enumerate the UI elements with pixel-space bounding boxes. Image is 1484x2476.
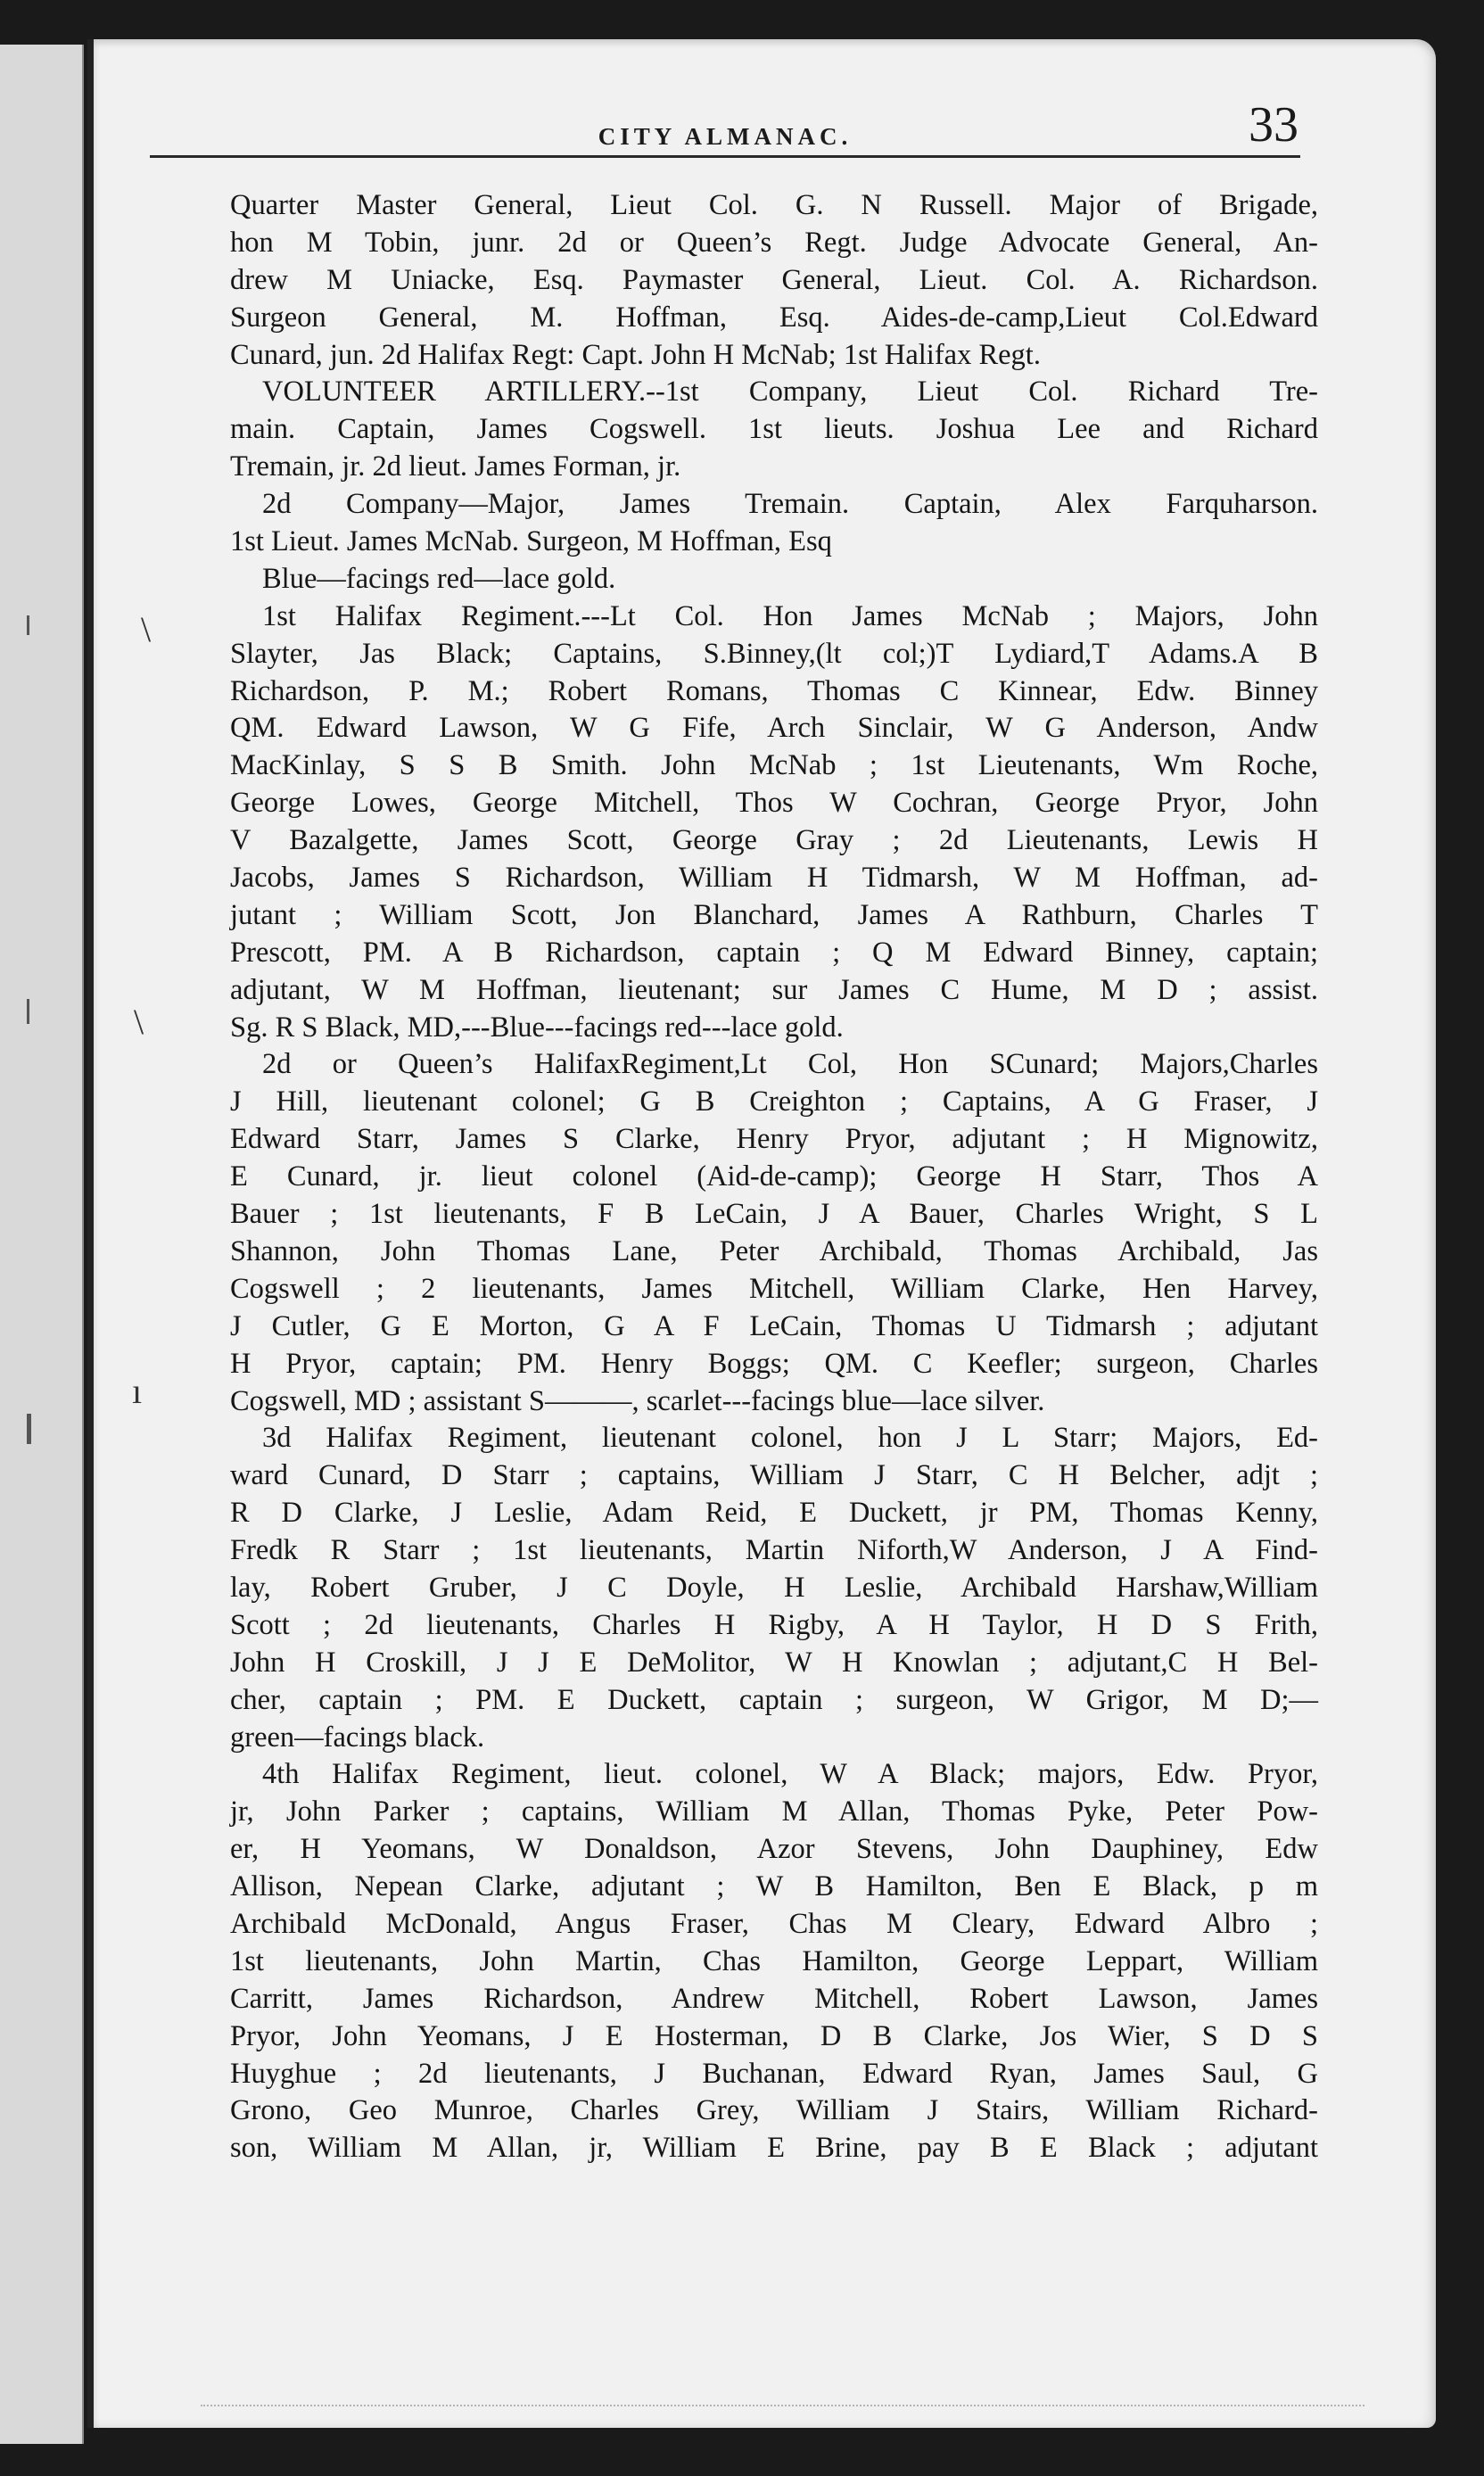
text-line: Richardson, P. M.; Robert Romans, Thomas C Kinnear, Edw. Binney <box>230 674 1318 707</box>
margin-mark: ı <box>132 1371 143 1411</box>
text-line: Grono, Geo Munroe, Charles Grey, William J Stairs, William Richard- <box>230 2094 1318 2127</box>
margin-tick <box>27 615 29 635</box>
text-line: son, William M Allan, jr, William E Brine, pay B E Black ; adjutant <box>230 2132 1318 2165</box>
text-line: 3d Halifax Regiment, lieutenant colonel, hon J L Starr; Majors, Ed- <box>262 1422 1318 1455</box>
text-line: Shannon, John Thomas Lane, Peter Archibald, Thomas Archibald, Jas <box>230 1234 1318 1267</box>
text-line: Slayter, Jas Black; Captains, S.Binney,(lt col;)T Lydiard,T Adams.A B <box>230 637 1318 670</box>
text-line: 1st Halifax Regiment.---Lt Col. Hon James McNab ; Majors, John <box>262 599 1318 632</box>
text-line: main. Captain, James Cogswell. 1st lieuts. Joshua Lee and Richard <box>230 413 1318 446</box>
running-title: CITY ALMANAC. <box>598 123 853 150</box>
text-line: Carritt, James Richardson, Andrew Mitchell, Robert Lawson, James <box>230 1982 1318 2015</box>
text-line: drew M Uniacke, Esq. Paymaster General, Lieut. Col. A. Richardson. <box>230 263 1318 296</box>
text-line: Pryor, John Yeomans, J E Hosterman, D B Clarke, Jos Wier, S D S <box>230 2019 1318 2052</box>
text-line: jr, John Parker ; captains, William M Allan, Thomas Pyke, Peter Pow- <box>230 1795 1318 1828</box>
text-line: lay, Robert Gruber, J C Doyle, H Leslie, Archibald Harshaw,William <box>230 1571 1318 1604</box>
running-header <box>150 78 1300 158</box>
text-line: Scott ; 2d lieutenants, Charles H Rigby, A H Taylor, H D S Frith, <box>230 1608 1318 1641</box>
text-line: E Cunard, jr. lieut colonel (Aid-de-camp); George H Starr, Thos A <box>230 1160 1318 1193</box>
margin-tick <box>27 1414 31 1444</box>
text-line: George Lowes, George Mitchell, Thos W Cochran, George Pryor, John <box>230 787 1318 820</box>
text-line: green—facings black. <box>230 1721 485 1754</box>
text-line: QM. Edward Lawson, W G Fife, Arch Sinclair, W G Anderson, Andw <box>230 712 1318 745</box>
text-line: ward Cunard, D Starr ; captains, William J Starr, C H Belcher, adjt ; <box>230 1459 1318 1492</box>
text-line: H Pryor, captain; PM. Henry Boggs; QM. C Keefler; surgeon, Charles <box>230 1347 1318 1380</box>
text-line: R D Clarke, J Leslie, Adam Reid, E Duckett, jr PM, Thomas Kenny, <box>230 1497 1318 1530</box>
text-line: adjutant, W M Hoffman, lieutenant; sur James C Hume, M D ; assist. <box>230 973 1318 1006</box>
margin-tick <box>27 999 29 1024</box>
text-line: John H Croskill, J J E DeMolitor, W H Knowlan ; adjutant,C H Bel- <box>230 1646 1318 1679</box>
text-line: Edward Starr, James S Clarke, Henry Pryor, adjutant ; H Mignowitz, <box>230 1123 1318 1156</box>
page-bottom-edge <box>201 2396 1364 2406</box>
text-line: V Bazalgette, James Scott, George Gray ; 2d Lieutenants, Lewis H <box>230 824 1318 857</box>
margin-mark: \ <box>134 1002 144 1042</box>
margin-mark: \ <box>141 609 152 649</box>
text-line: Cunard, jun. 2d Halifax Regt: Capt. John H McNab; 1st Halifax Regt. <box>230 338 1041 371</box>
text-line: Sg. R S Black, MD,---Blue---facings red---lace gold. <box>230 1011 844 1044</box>
text-line: Cogswell ; 2 lieutenants, James Mitchell, William Clarke, Hen Harvey, <box>230 1272 1318 1305</box>
text-line: Cogswell, MD ; assistant S———, scarlet---facings blue—lace silver. <box>230 1384 1045 1417</box>
text-line: 1st Lieut. James McNab. Surgeon, M Hoffman, Esq <box>230 525 832 558</box>
text-line: 2d or Queen’s HalifaxRegiment,Lt Col, Hon SCunard; Majors,Charles <box>262 1048 1318 1081</box>
text-line: MacKinlay, S S B Smith. John McNab ; 1st Lieutenants, Wm Roche, <box>230 749 1318 782</box>
text-line: Tremain, jr. 2d lieut. James Forman, jr. <box>230 450 681 483</box>
text-line: cher, captain ; PM. E Duckett, captain ; surgeon, W Grigor, M D;— <box>230 1683 1318 1716</box>
text-line: jutant ; William Scott, Jon Blanchard, James A Rathburn, Charles T <box>230 898 1318 931</box>
text-line: Bauer ; 1st lieutenants, F B LeCain, J A Bauer, Charles Wright, S L <box>230 1198 1318 1231</box>
text-line: 1st lieutenants, John Martin, Chas Hamilton, George Leppart, William <box>230 1944 1318 1977</box>
text-line: Surgeon General, M. Hoffman, Esq. Aides-de-camp,Lieut Col.Edward <box>230 301 1318 334</box>
text-line: VOLUNTEER ARTILLERY.--1st Company, Lieut Col. Richard Tre- <box>262 376 1318 409</box>
text-line: Quarter Master General, Lieut Col. G. N Russell. Major of Brigade, <box>230 189 1318 221</box>
text-line: Jacobs, James S Richardson, William H Tidmarsh, W M Hoffman, ad- <box>230 862 1318 895</box>
facing-page-edge <box>0 45 84 2444</box>
text-line: J Hill, lieutenant colonel; G B Creighton ; Captains, A G Fraser, J <box>230 1085 1318 1118</box>
almanac-text-body <box>230 187 1318 2167</box>
text-line: J Cutler, G E Morton, G A F LeCain, Thomas U Tidmarsh ; adjutant <box>230 1309 1318 1342</box>
text-line: Huyghue ; 2d lieutenants, J Buchanan, Edward Ryan, James Saul, G <box>230 2057 1318 2090</box>
text-line: Fredk R Starr ; 1st lieutenants, Martin Niforth,W Anderson, J A Find- <box>230 1534 1318 1567</box>
text-line: Archibald McDonald, Angus Fraser, Chas M Cleary, Edward Albro ; <box>230 1907 1318 1940</box>
text-line: er, H Yeomans, W Donaldson, Azor Stevens, John Dauphiney, Edw <box>230 1833 1318 1866</box>
text-line: 4th Halifax Regiment, lieut. colonel, W A Black; majors, Edw. Pryor, <box>262 1758 1318 1791</box>
text-line: hon M Tobin, junr. 2d or Queen’s Regt. Judge Advocate General, An- <box>230 226 1318 259</box>
text-line: Blue—facings red—lace gold. <box>262 562 616 595</box>
text-line: Prescott, PM. A B Richardson, captain ; Q M Edward Binney, captain; <box>230 936 1318 969</box>
page-number: 33 <box>1249 97 1298 153</box>
text-line: Allison, Nepean Clarke, adjutant ; W B Hamilton, Ben E Black, p m <box>230 1870 1318 1903</box>
text-line: 2d Company—Major, James Tremain. Captain, Alex Farquharson. <box>262 488 1318 521</box>
